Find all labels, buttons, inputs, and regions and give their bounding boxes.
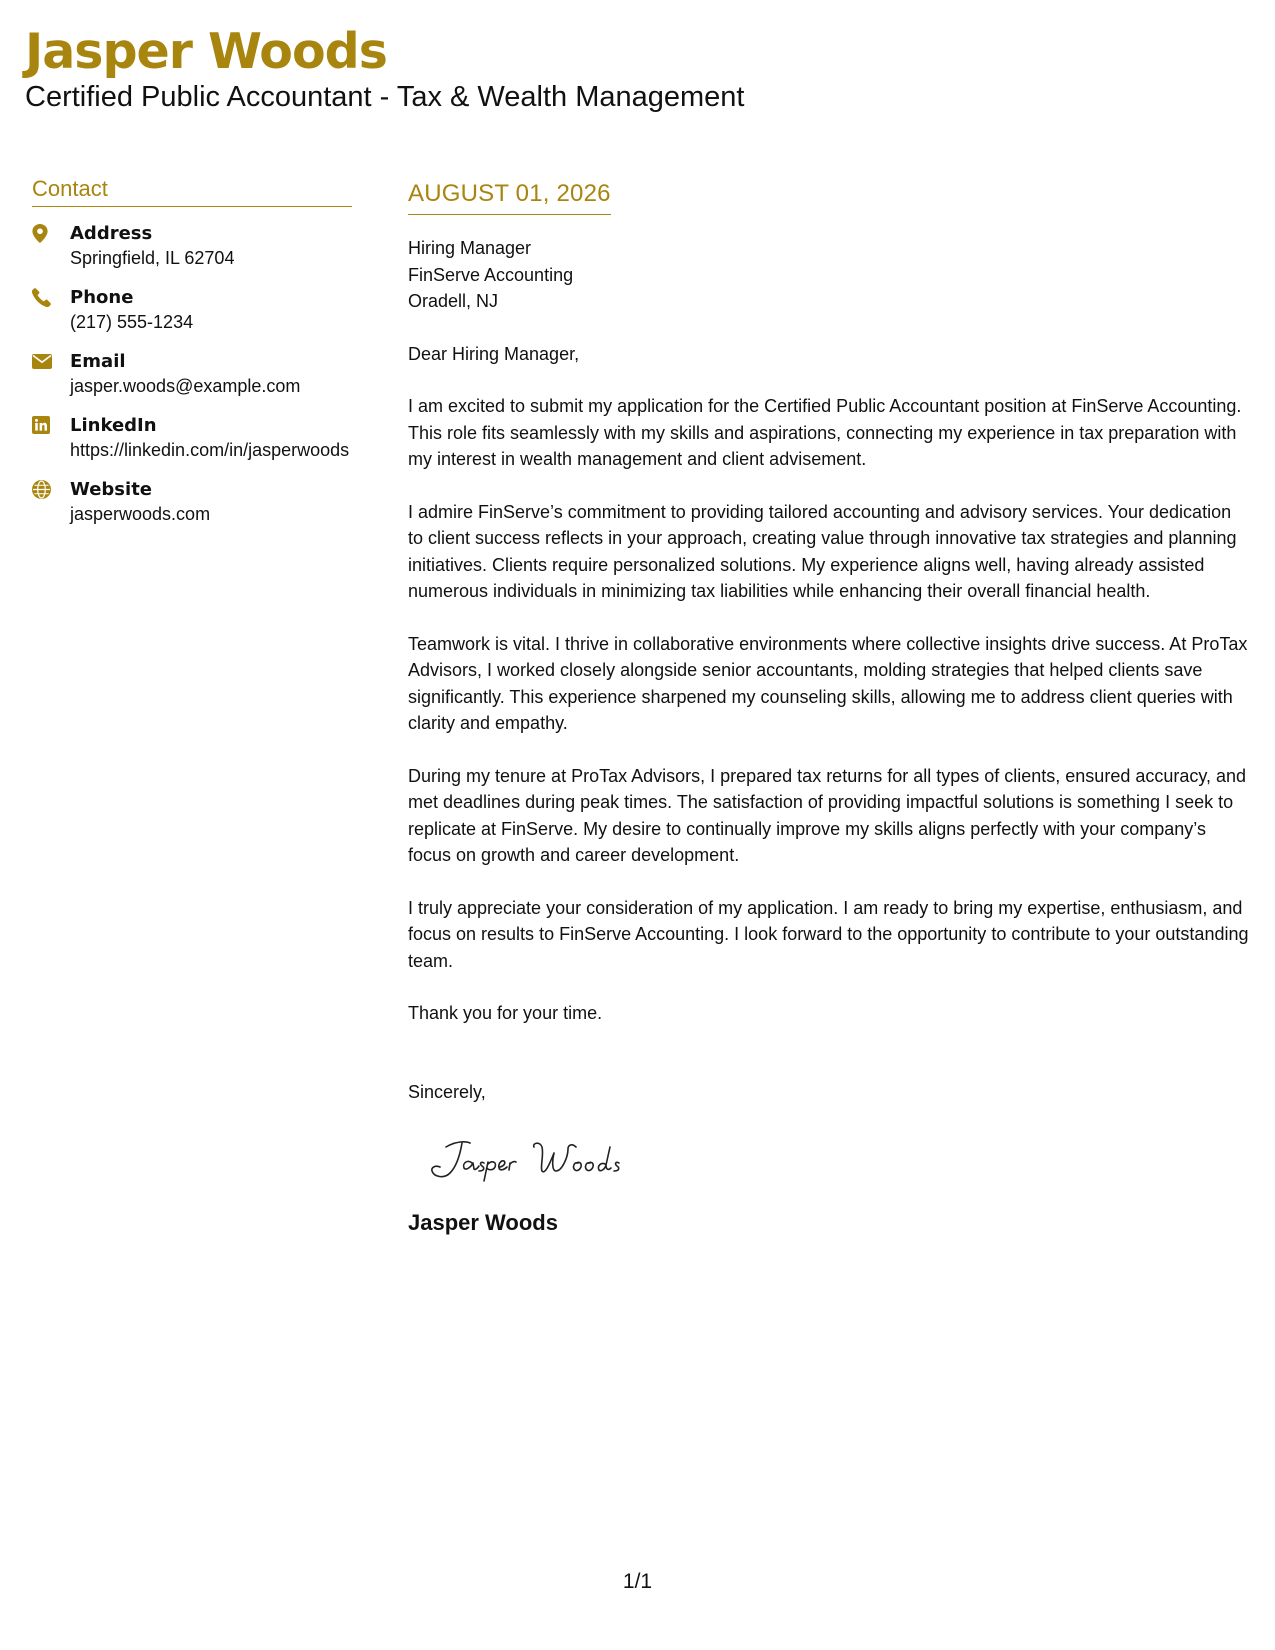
email-value: jasper.woods@example.com [70, 376, 301, 396]
recipient-company: FinServe Accounting [408, 264, 574, 285]
paragraph-5: I truly appreciate your consideration of my application. I am ready to bring my expertise, enthusiasm, and focus on results to FinServe Accounting. I look forward to the opportunity to contribute to your outstanding team. [408, 897, 1249, 971]
paragraph-1: I am excited to submit my application for the Certified Public Accountant position at FinServe Accounting. This role fits seamlessly with my skills and aspirations, connecting my experience in tax preparation with my interest in wealth management and client advisement. [408, 396, 1242, 469]
contact-item-website [32, 477, 352, 526]
linkedin-value: https://linkedin.com/in/jasperwoods [70, 440, 350, 460]
contact-sidebar [32, 176, 352, 541]
letter-date: AUGUST 01, 2026 [408, 180, 611, 207]
envelope-icon [32, 349, 70, 369]
map-pin-icon [32, 221, 70, 243]
contact-item-linkedin [32, 413, 352, 462]
recipient-title: Hiring Manager [408, 238, 532, 258]
applicant-headline: Certified Public Accountant - Tax & Wealth Management [25, 81, 745, 113]
greeting: Dear Hiring Manager, [408, 343, 580, 364]
handwritten-signature [422, 1133, 1250, 1185]
linkedin-label: LinkedIn [70, 415, 157, 436]
website-value: jasperwoods.com [70, 504, 211, 524]
contact-item-email [32, 349, 352, 398]
linkedin-icon [32, 413, 70, 434]
applicant-name: Jasper Woods [25, 23, 387, 80]
paragraph-6: Thank you for your time. [408, 1003, 603, 1023]
phone-icon [32, 285, 70, 307]
email-label: Email [70, 351, 126, 372]
date-block [408, 180, 611, 215]
closing: Sincerely, [408, 1081, 486, 1102]
globe-icon [32, 477, 70, 499]
letter-body [408, 180, 1250, 1237]
recipient-block [408, 235, 1250, 315]
page-header [25, 22, 744, 114]
address-value: Springfield, IL 62704 [70, 248, 235, 268]
contact-item-address [32, 221, 352, 270]
paragraph-3: Teamwork is vital. I thrive in collaborative environments where collective insights drive success. At ProTax Advisors, I worked closely alongside senior accountants, molding strategies that helped clients save significantly. This experience sharpened my counseling skills, allowing me to address client queries with clarity and empathy. [408, 633, 1248, 733]
phone-value: (217) 555-1234 [70, 312, 194, 332]
address-label: Address [70, 223, 153, 244]
website-label: Website [70, 479, 153, 500]
recipient-location: Oradell, NJ [408, 291, 499, 311]
signer-name: Jasper Woods [408, 1210, 558, 1235]
contact-heading: Contact [32, 176, 352, 207]
paragraph-4: During my tenure at ProTax Advisors, I prepared tax returns for all types of clients, ensured accuracy, and met deadlines during peak times. The satisfaction of providing impactful solutions is something I seek to replicate at FinServe. My desire to continually improve my skills aligns perfectly with your company’s focus on growth and career development. [408, 765, 1247, 865]
paragraph-2: I admire FinServe’s commitment to providing tailored accounting and advisory services. Your dedication to client success reflects in your approach, creating value through innovative tax strategies and planning initiatives. Clients require personalized solutions. My experience aligns well, having already assisted numerous individuals in minimizing tax liabilities while enhancing their overall financial health. [408, 501, 1237, 601]
contact-item-phone [32, 285, 352, 334]
phone-label: Phone [70, 287, 134, 308]
page-number: 1/1 [622, 1570, 653, 1593]
